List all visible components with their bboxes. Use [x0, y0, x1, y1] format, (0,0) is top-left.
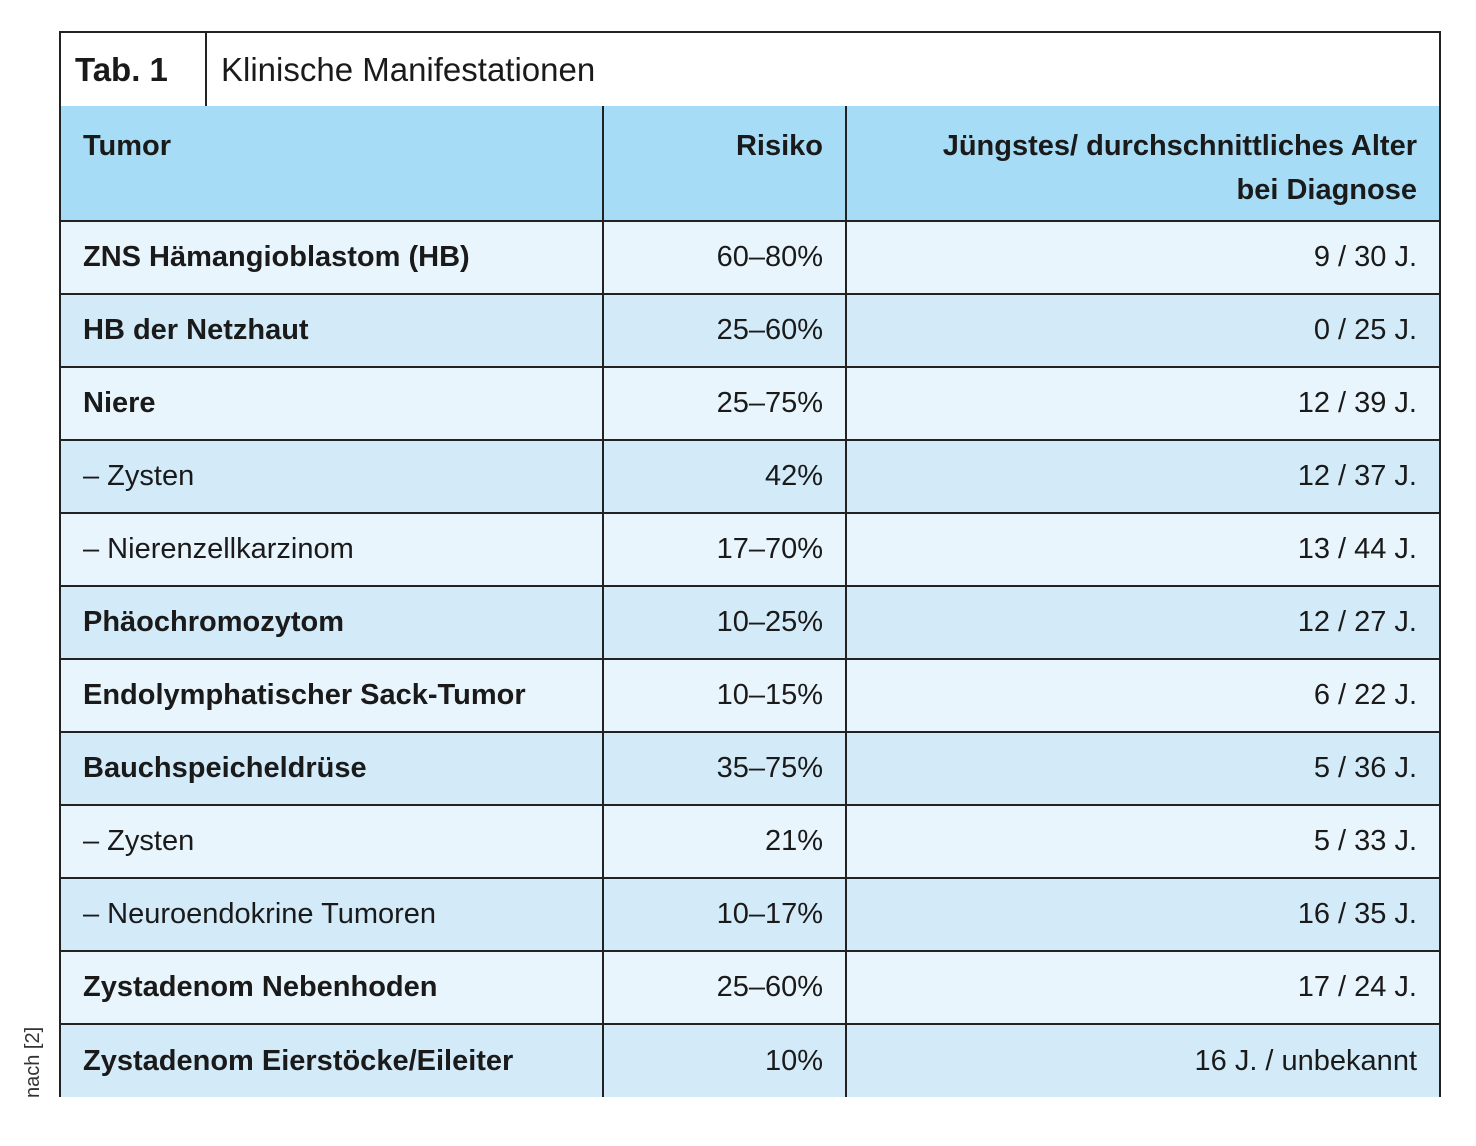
tumor-cell: Endolymphatischer Sack-Tumor: [61, 659, 603, 732]
table-row: [61, 951, 1439, 1024]
age-cell: 16 / 35 J.: [846, 878, 1439, 951]
table-title: Klinische Manifestationen: [221, 51, 596, 88]
table-frame: [59, 31, 1441, 1097]
table-row: [61, 878, 1439, 951]
table-row: [61, 659, 1439, 732]
age-cell: 12 / 37 J.: [846, 440, 1439, 513]
table-row: [61, 294, 1439, 367]
header-row: [61, 106, 1439, 221]
risk-cell: 17–70%: [603, 513, 846, 586]
table-row: [61, 367, 1439, 440]
tumor-cell: ZNS Hämangioblastom (HB): [61, 221, 603, 294]
table-row: [61, 513, 1439, 586]
tumor-cell: – Zysten: [61, 805, 603, 878]
source-note: nach [2]: [22, 1026, 44, 1098]
risk-cell: 25–60%: [603, 294, 846, 367]
manifestations-table: [61, 106, 1439, 1097]
column-header-tumor: Tumor: [61, 106, 603, 221]
table-row: [61, 732, 1439, 805]
age-cell: 16 J. / unbekannt: [846, 1024, 1439, 1097]
table-title-bar: [61, 33, 1439, 108]
table-row: [61, 1024, 1439, 1097]
risk-cell: 42%: [603, 440, 846, 513]
risk-cell: 60–80%: [603, 221, 846, 294]
column-header-risk: Risiko: [603, 106, 846, 221]
tumor-cell: Zystadenom Eierstöcke/Eileiter: [61, 1024, 603, 1097]
risk-cell: 10–15%: [603, 659, 846, 732]
column-header-age-line1: Jüngstes/ durchschnittliches Alter: [942, 130, 1417, 162]
risk-cell: 10–25%: [603, 586, 846, 659]
tumor-cell: Bauchspeicheldrüse: [61, 732, 603, 805]
risk-cell: 25–60%: [603, 951, 846, 1024]
tumor-cell: – Neuroendokrine Tumoren: [61, 878, 603, 951]
tumor-cell: Phäochromozytom: [61, 586, 603, 659]
age-cell: 6 / 22 J.: [846, 659, 1439, 732]
column-header-age: [846, 106, 1439, 221]
table-row: [61, 586, 1439, 659]
age-cell: 12 / 27 J.: [846, 586, 1439, 659]
tumor-cell: Niere: [61, 367, 603, 440]
age-cell: 17 / 24 J.: [846, 951, 1439, 1024]
tumor-cell: Zystadenom Nebenhoden: [61, 951, 603, 1024]
age-cell: 12 / 39 J.: [846, 367, 1439, 440]
age-cell: 9 / 30 J.: [846, 221, 1439, 294]
age-cell: 5 / 36 J.: [846, 732, 1439, 805]
risk-cell: 10%: [603, 1024, 846, 1097]
age-cell: 0 / 25 J.: [846, 294, 1439, 367]
risk-cell: 10–17%: [603, 878, 846, 951]
risk-cell: 25–75%: [603, 367, 846, 440]
table-row: [61, 440, 1439, 513]
table-row: [61, 805, 1439, 878]
age-cell: 13 / 44 J.: [846, 513, 1439, 586]
tumor-cell: – Nierenzellkarzinom: [61, 513, 603, 586]
age-cell: 5 / 33 J.: [846, 805, 1439, 878]
table-body: [61, 221, 1439, 1097]
risk-cell: 35–75%: [603, 732, 846, 805]
tumor-cell: – Zysten: [61, 440, 603, 513]
risk-cell: 21%: [603, 805, 846, 878]
column-header-age-line2: bei Diagnose: [1236, 174, 1417, 206]
tumor-cell: HB der Netzhaut: [61, 294, 603, 367]
table-row: [61, 221, 1439, 294]
table-number: Tab. 1: [61, 33, 207, 106]
